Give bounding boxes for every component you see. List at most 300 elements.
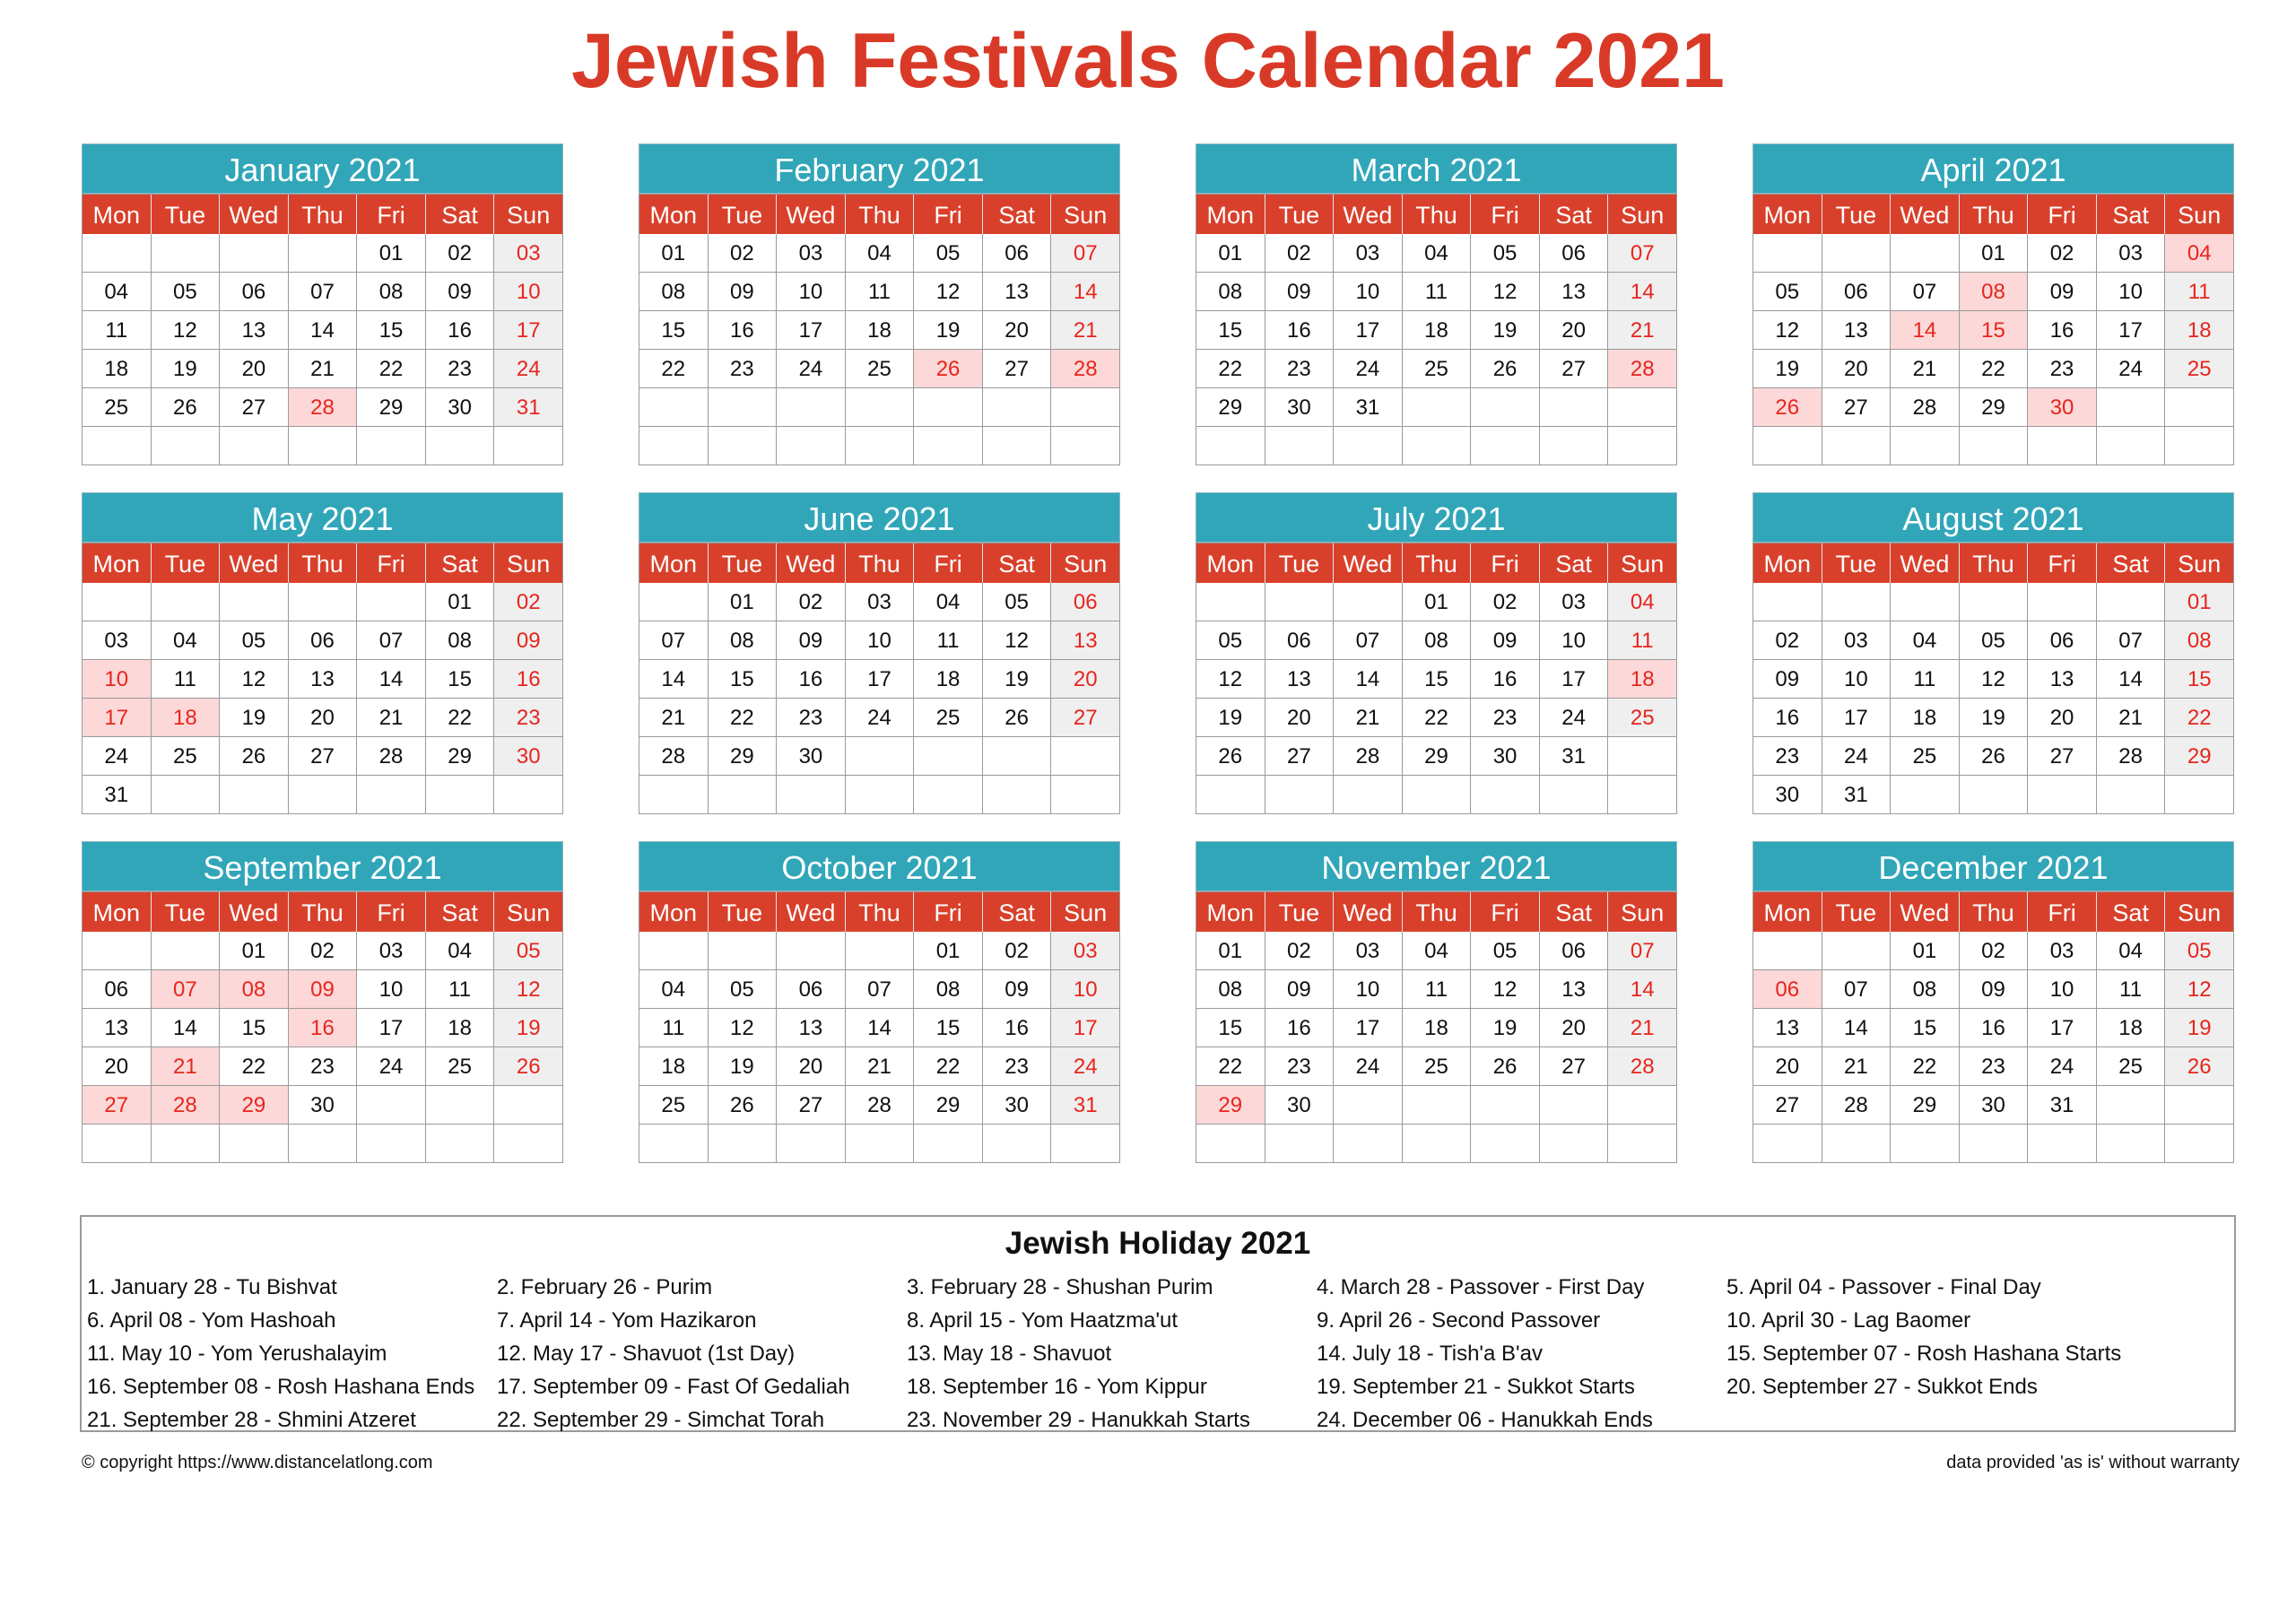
day-cell: 10 [1334, 970, 1403, 1009]
empty-day-cell [426, 1086, 495, 1125]
empty-day-cell [1822, 1125, 1892, 1163]
empty-day-cell [289, 776, 358, 814]
empty-day-cell [1753, 1125, 1822, 1163]
weekday-header: Sun [2165, 195, 2234, 234]
weekday-header: Sun [1608, 892, 1677, 932]
day-cell: 10 [1540, 621, 1609, 660]
empty-day-cell [846, 737, 915, 776]
empty-day-cell [2097, 1086, 2166, 1125]
empty-day-cell [639, 388, 709, 427]
day-cell: 26 [1471, 1047, 1540, 1086]
sunday-day-cell: 11 [2165, 273, 2234, 311]
day-cell: 23 [1265, 1047, 1335, 1086]
day-cell: 19 [1471, 311, 1540, 350]
sunday-day-cell: 07 [1608, 234, 1677, 273]
month-title: February 2021 [639, 143, 1120, 194]
sunday-day-cell: 07 [1051, 234, 1120, 273]
weekday-header: Thu [846, 195, 915, 234]
day-cell: 07 [1891, 273, 1960, 311]
weekday-header: Tue [152, 892, 221, 932]
empty-day-cell [709, 427, 778, 465]
holiday-list-item: 9. April 26 - Second Passover [1317, 1308, 1601, 1333]
day-cell: 11 [83, 311, 152, 350]
weekday-header: Mon [83, 892, 152, 932]
weekday-header: Sun [494, 543, 563, 583]
weekday-header: Fri [2028, 195, 2097, 234]
holiday-day-cell: 06 [1753, 970, 1822, 1009]
empty-day-cell [2097, 583, 2166, 621]
day-cell: 19 [152, 350, 221, 388]
day-cell: 10 [2097, 273, 2166, 311]
day-cell: 08 [357, 273, 426, 311]
day-cell: 22 [220, 1047, 289, 1086]
day-cell: 24 [2097, 350, 2166, 388]
day-cell: 13 [1540, 273, 1609, 311]
empty-day-cell [1403, 427, 1472, 465]
day-cell: 09 [777, 621, 846, 660]
day-cell: 14 [639, 660, 709, 699]
sunday-day-cell: 01 [2165, 583, 2234, 621]
weekday-header: Wed [777, 543, 846, 583]
weekday-header: Mon [1753, 543, 1822, 583]
day-cell: 28 [357, 737, 426, 776]
sunday-day-cell: 07 [1608, 932, 1677, 970]
empty-day-cell [777, 427, 846, 465]
empty-day-cell [914, 776, 983, 814]
day-cell: 17 [2097, 311, 2166, 350]
sunday-day-cell: 10 [1051, 970, 1120, 1009]
holiday-day-cell: 18 [152, 699, 221, 737]
sunday-day-cell: 22 [2165, 699, 2234, 737]
weekday-header: Thu [289, 892, 358, 932]
empty-day-cell [2028, 427, 2097, 465]
empty-day-cell [2028, 776, 2097, 814]
day-cell: 05 [1753, 273, 1822, 311]
empty-day-cell [1051, 388, 1120, 427]
day-cell: 29 [357, 388, 426, 427]
day-cell: 22 [1196, 350, 1265, 388]
weekday-header: Tue [1822, 543, 1892, 583]
day-cell: 04 [1403, 932, 1472, 970]
empty-day-cell [152, 776, 221, 814]
month-calendar [639, 492, 1120, 814]
day-cell: 09 [426, 273, 495, 311]
empty-day-cell [289, 234, 358, 273]
day-cell: 14 [2097, 660, 2166, 699]
day-cell: 23 [289, 1047, 358, 1086]
month-title: October 2021 [639, 841, 1120, 891]
month-day-grid [1196, 891, 1677, 1163]
empty-day-cell [2097, 388, 2166, 427]
day-cell: 01 [709, 583, 778, 621]
day-cell: 08 [426, 621, 495, 660]
copyright-text: © copyright https://www.distancelatlong.com [82, 1453, 433, 1472]
day-cell: 13 [1753, 1009, 1822, 1047]
weekday-header: Tue [1822, 195, 1892, 234]
day-cell: 25 [152, 737, 221, 776]
empty-day-cell [1471, 427, 1540, 465]
weekday-header: Tue [1265, 195, 1335, 234]
month-calendar [1196, 143, 1677, 465]
day-cell: 29 [709, 737, 778, 776]
sunday-day-cell: 09 [494, 621, 563, 660]
empty-day-cell [1334, 427, 1403, 465]
day-cell: 25 [639, 1086, 709, 1125]
holiday-list-item: 7. April 14 - Yom Hazikaron [497, 1308, 757, 1333]
weekday-header: Thu [846, 543, 915, 583]
month-day-grid [1752, 194, 2234, 465]
weekday-header: Mon [639, 543, 709, 583]
empty-day-cell [220, 1125, 289, 1163]
sunday-day-cell: 21 [1608, 1009, 1677, 1047]
day-cell: 06 [2028, 621, 2097, 660]
month-calendar [1752, 492, 2234, 814]
day-cell: 18 [1403, 1009, 1472, 1047]
empty-day-cell [1540, 427, 1609, 465]
day-cell: 19 [914, 311, 983, 350]
day-cell: 08 [914, 970, 983, 1009]
holiday-day-cell: 04 [2165, 234, 2234, 273]
weekday-header: Fri [2028, 892, 2097, 932]
empty-day-cell [1471, 776, 1540, 814]
sunday-day-cell: 12 [494, 970, 563, 1009]
empty-day-cell [1608, 776, 1677, 814]
weekday-header: Sun [494, 892, 563, 932]
empty-day-cell [846, 776, 915, 814]
day-cell: 28 [1334, 737, 1403, 776]
day-cell: 13 [220, 311, 289, 350]
weekday-header: Sat [983, 543, 1052, 583]
weekday-header: Mon [639, 195, 709, 234]
day-cell: 17 [357, 1009, 426, 1047]
sunday-day-cell: 11 [1608, 621, 1677, 660]
day-cell: 02 [426, 234, 495, 273]
empty-day-cell [639, 932, 709, 970]
day-cell: 18 [1403, 311, 1472, 350]
holiday-day-cell: 07 [152, 970, 221, 1009]
day-cell: 07 [357, 621, 426, 660]
weekday-header: Thu [1403, 543, 1472, 583]
holiday-day-cell: 09 [289, 970, 358, 1009]
day-cell: 19 [983, 660, 1052, 699]
day-cell: 27 [1540, 350, 1609, 388]
sunday-day-cell: 17 [494, 311, 563, 350]
day-cell: 04 [914, 583, 983, 621]
sunday-day-cell: 14 [1608, 273, 1677, 311]
page-title: Jewish Festivals Calendar 2021 [571, 18, 1725, 104]
empty-day-cell [83, 932, 152, 970]
day-cell: 05 [1196, 621, 1265, 660]
day-cell: 31 [2028, 1086, 2097, 1125]
holiday-day-cell: 16 [289, 1009, 358, 1047]
day-cell: 20 [983, 311, 1052, 350]
weekday-header: Sun [1608, 543, 1677, 583]
day-cell: 11 [1403, 970, 1472, 1009]
day-cell: 07 [1334, 621, 1403, 660]
holiday-list-item: 17. September 09 - Fast Of Gedaliah [497, 1375, 850, 1399]
day-cell: 30 [1753, 776, 1822, 814]
holiday-day-cell: 26 [1753, 388, 1822, 427]
day-cell: 15 [1196, 1009, 1265, 1047]
day-cell: 25 [914, 699, 983, 737]
empty-day-cell [83, 427, 152, 465]
empty-day-cell [426, 427, 495, 465]
weekday-header: Wed [1334, 195, 1403, 234]
day-cell: 30 [777, 737, 846, 776]
empty-day-cell [914, 1125, 983, 1163]
weekday-header: Thu [846, 892, 915, 932]
empty-day-cell [1403, 1125, 1472, 1163]
day-cell: 13 [983, 273, 1052, 311]
weekday-header: Wed [777, 892, 846, 932]
day-cell: 02 [1960, 932, 2029, 970]
day-cell: 14 [846, 1009, 915, 1047]
empty-day-cell [1608, 1125, 1677, 1163]
weekday-header: Fri [357, 892, 426, 932]
day-cell: 02 [983, 932, 1052, 970]
empty-day-cell [1608, 427, 1677, 465]
holiday-list-item: 1. January 28 - Tu Bishvat [87, 1275, 337, 1299]
day-cell: 27 [289, 737, 358, 776]
holiday-day-cell: 28 [1051, 350, 1120, 388]
sunday-day-cell: 29 [2165, 737, 2234, 776]
holiday-list-item: 20. September 27 - Sukkot Ends [1726, 1375, 2038, 1399]
day-cell: 04 [639, 970, 709, 1009]
weekday-header: Sun [1051, 543, 1120, 583]
holiday-day-cell: 21 [152, 1047, 221, 1086]
day-cell: 25 [1403, 350, 1472, 388]
sunday-day-cell: 14 [1608, 970, 1677, 1009]
day-cell: 18 [2097, 1009, 2166, 1047]
day-cell: 23 [1471, 699, 1540, 737]
empty-day-cell [2097, 1125, 2166, 1163]
month-calendar [82, 841, 563, 1163]
day-cell: 23 [1960, 1047, 2029, 1086]
holiday-day-cell: 10 [83, 660, 152, 699]
holiday-list [87, 1271, 2232, 1437]
day-cell: 12 [914, 273, 983, 311]
day-cell: 30 [1471, 737, 1540, 776]
empty-day-cell [983, 427, 1052, 465]
day-cell: 01 [1196, 234, 1265, 273]
month-title: April 2021 [1752, 143, 2234, 194]
day-cell: 16 [1265, 311, 1335, 350]
day-cell: 04 [426, 932, 495, 970]
empty-day-cell [1051, 737, 1120, 776]
day-cell: 27 [220, 388, 289, 427]
day-cell: 07 [846, 970, 915, 1009]
day-cell: 17 [1334, 1009, 1403, 1047]
weekday-header: Mon [1196, 543, 1265, 583]
day-cell: 29 [1196, 388, 1265, 427]
empty-day-cell [639, 1125, 709, 1163]
empty-day-cell [1196, 583, 1265, 621]
day-cell: 14 [289, 311, 358, 350]
empty-day-cell [1196, 1125, 1265, 1163]
day-cell: 12 [1471, 970, 1540, 1009]
empty-day-cell [1196, 427, 1265, 465]
empty-day-cell [709, 776, 778, 814]
day-cell: 19 [1960, 699, 2029, 737]
empty-day-cell [1753, 234, 1822, 273]
day-cell: 22 [1891, 1047, 1960, 1086]
day-cell: 06 [983, 234, 1052, 273]
weekday-header: Tue [709, 195, 778, 234]
empty-day-cell [709, 1125, 778, 1163]
day-cell: 20 [1265, 699, 1335, 737]
day-cell: 10 [846, 621, 915, 660]
empty-day-cell [1403, 776, 1472, 814]
empty-day-cell [2165, 388, 2234, 427]
weekday-header: Wed [220, 892, 289, 932]
empty-day-cell [914, 427, 983, 465]
day-cell: 24 [1540, 699, 1609, 737]
month-day-grid [639, 543, 1120, 814]
holiday-day-cell: 08 [1960, 273, 2029, 311]
weekday-header: Wed [220, 195, 289, 234]
sunday-day-cell: 31 [494, 388, 563, 427]
month-calendar [1196, 841, 1677, 1163]
day-cell: 13 [1265, 660, 1335, 699]
weekday-header: Sat [2097, 892, 2166, 932]
empty-day-cell [2097, 776, 2166, 814]
empty-day-cell [1265, 583, 1335, 621]
empty-day-cell [983, 737, 1052, 776]
month-day-grid [1196, 543, 1677, 814]
empty-day-cell [426, 776, 495, 814]
empty-day-cell [709, 388, 778, 427]
empty-day-cell [1051, 776, 1120, 814]
day-cell: 07 [639, 621, 709, 660]
empty-day-cell [1608, 388, 1677, 427]
day-cell: 03 [777, 234, 846, 273]
sunday-day-cell: 13 [1051, 621, 1120, 660]
day-cell: 29 [1891, 1086, 1960, 1125]
day-cell: 25 [83, 388, 152, 427]
empty-day-cell [1960, 1125, 2029, 1163]
day-cell: 20 [1822, 350, 1892, 388]
day-cell: 18 [83, 350, 152, 388]
empty-day-cell [152, 1125, 221, 1163]
day-cell: 24 [1334, 350, 1403, 388]
day-cell: 10 [2028, 970, 2097, 1009]
day-cell: 01 [357, 234, 426, 273]
day-cell: 25 [1891, 737, 1960, 776]
day-cell: 19 [1753, 350, 1822, 388]
day-cell: 24 [846, 699, 915, 737]
day-cell: 20 [289, 699, 358, 737]
day-cell: 31 [1822, 776, 1892, 814]
holiday-list-item: 18. September 16 - Yom Kippur [907, 1375, 1207, 1399]
sunday-day-cell: 03 [494, 234, 563, 273]
day-cell: 23 [777, 699, 846, 737]
day-cell: 26 [152, 388, 221, 427]
sunday-day-cell: 05 [2165, 932, 2234, 970]
day-cell: 21 [2097, 699, 2166, 737]
day-cell: 15 [426, 660, 495, 699]
day-cell: 18 [426, 1009, 495, 1047]
day-cell: 23 [2028, 350, 2097, 388]
day-cell: 30 [1960, 1086, 2029, 1125]
weekday-header: Wed [1891, 195, 1960, 234]
weekday-header: Sat [2097, 543, 2166, 583]
empty-day-cell [152, 234, 221, 273]
weekday-header: Sat [426, 543, 495, 583]
holiday-day-cell: 29 [1196, 1086, 1265, 1125]
weekday-header: Tue [709, 543, 778, 583]
day-cell: 04 [2097, 932, 2166, 970]
sunday-day-cell: 17 [1051, 1009, 1120, 1047]
weekday-header: Fri [914, 892, 983, 932]
holiday-day-cell: 28 [1608, 350, 1677, 388]
day-cell: 28 [639, 737, 709, 776]
empty-day-cell [1540, 776, 1609, 814]
sunday-day-cell: 30 [494, 737, 563, 776]
month-calendar [82, 143, 563, 465]
day-cell: 19 [1471, 1009, 1540, 1047]
empty-day-cell [1891, 776, 1960, 814]
empty-day-cell [777, 932, 846, 970]
day-cell: 24 [1334, 1047, 1403, 1086]
empty-day-cell [1334, 583, 1403, 621]
day-cell: 21 [1334, 699, 1403, 737]
day-cell: 16 [1471, 660, 1540, 699]
sunday-day-cell: 02 [494, 583, 563, 621]
month-title: May 2021 [82, 492, 563, 543]
holiday-day-cell: 14 [1891, 311, 1960, 350]
day-cell: 31 [1540, 737, 1609, 776]
day-cell: 25 [846, 350, 915, 388]
day-cell: 21 [639, 699, 709, 737]
empty-day-cell [983, 776, 1052, 814]
day-cell: 05 [1960, 621, 2029, 660]
weekday-header: Sat [983, 892, 1052, 932]
day-cell: 06 [1540, 932, 1609, 970]
day-cell: 21 [846, 1047, 915, 1086]
day-cell: 04 [846, 234, 915, 273]
day-cell: 14 [1334, 660, 1403, 699]
day-cell: 14 [1822, 1009, 1892, 1047]
empty-day-cell [1471, 388, 1540, 427]
day-cell: 21 [1891, 350, 1960, 388]
day-cell: 26 [983, 699, 1052, 737]
day-cell: 21 [357, 699, 426, 737]
empty-day-cell [220, 583, 289, 621]
day-cell: 22 [426, 699, 495, 737]
day-cell: 29 [1403, 737, 1472, 776]
weekday-header: Tue [1822, 892, 1892, 932]
empty-day-cell [777, 776, 846, 814]
day-cell: 10 [777, 273, 846, 311]
month-calendar [1752, 841, 2234, 1163]
month-title: March 2021 [1196, 143, 1677, 194]
holiday-list-item: 12. May 17 - Shavuot (1st Day) [497, 1342, 796, 1366]
day-cell: 13 [289, 660, 358, 699]
day-cell: 20 [1753, 1047, 1822, 1086]
day-cell: 23 [1265, 350, 1335, 388]
sunday-day-cell: 27 [1051, 699, 1120, 737]
day-cell: 11 [152, 660, 221, 699]
day-cell: 19 [709, 1047, 778, 1086]
sunday-day-cell: 03 [1051, 932, 1120, 970]
holiday-list-title: Jewish Holiday 2021 [1004, 1226, 1311, 1261]
sunday-day-cell: 26 [494, 1047, 563, 1086]
day-cell: 12 [983, 621, 1052, 660]
day-cell: 06 [83, 970, 152, 1009]
weekday-header: Mon [1753, 195, 1822, 234]
empty-day-cell [846, 427, 915, 465]
day-cell: 20 [1540, 311, 1609, 350]
